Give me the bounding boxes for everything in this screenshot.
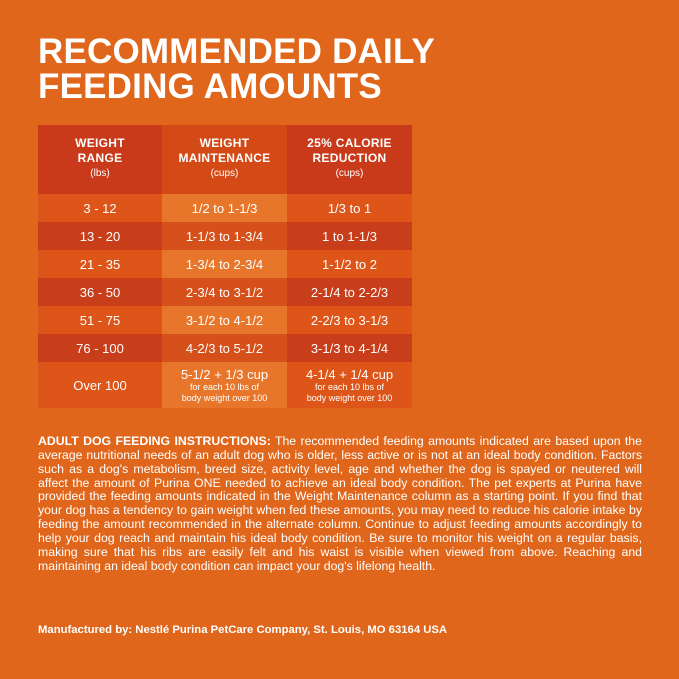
table-row [38, 194, 412, 222]
feeding-instructions [38, 435, 642, 573]
cell-reduction: 1-1/2 to 2 [287, 250, 412, 278]
cell-maintenance: 4-2/3 to 5-1/2 [162, 334, 287, 362]
table-row [38, 250, 412, 278]
cell-reduction: 4-1/4 + 1/4 cup for each 10 lbs of body weight over 100 [287, 362, 412, 408]
cell-range: 3 - 12 [38, 194, 162, 222]
instructions-heading: ADULT DOG FEEDING INSTRUCTIONS: [38, 434, 271, 448]
cell-range: 21 - 35 [38, 250, 162, 278]
title-line-2: FEEDING AMOUNTS [38, 67, 382, 106]
cell-maintenance: 5-1/2 + 1/3 cup for each 10 lbs of body weight over 100 [162, 362, 287, 408]
cell-reduction: 1 to 1-1/3 [287, 222, 412, 250]
header-weight-range: WEIGHT RANGE (lbs) [38, 125, 162, 194]
instructions-body: The recommended feeding amounts indicated are based upon the average nutritional needs of an adult dog who is older, less active or is not at an ideal body condition. Factors such as a dog's metabolism, breed size, activity level, age and whether the dog is spayed or neutered will affect the amount of Purina ONE needed to achieve an ideal body condition. The pet experts at Purina have provided the feeding amounts indicated in the Weight Maintenance column as a starting point. If you find that your dog has a tendency to gain weight when fed these amounts, you may need to reduce his calorie intake by feeding the amount recommended in the alternate column. Continue to adjust feeding amounts accordingly to help your dog reach and maintain his ideal body condition. Be sure to monitor his weight on a regular basis, making sure that his ribs are easily felt and his waist is visible when viewed from above. Reaching and maintaining an ideal body condition can impact your dog's lifelong health. [38, 434, 642, 573]
cell-range: 13 - 20 [38, 222, 162, 250]
cell-maintenance: 3-1/2 to 4-1/2 [162, 306, 287, 334]
table-row [38, 334, 412, 362]
table-row [38, 222, 412, 250]
table-row [38, 306, 412, 334]
table-header-row [38, 125, 412, 194]
cell-range: 51 - 75 [38, 306, 162, 334]
feeding-table [38, 125, 412, 409]
header-calorie-reduction: 25% CALORIE REDUCTION (cups) [287, 125, 412, 194]
cell-maintenance: 1/2 to 1-1/3 [162, 194, 287, 222]
cell-range: 36 - 50 [38, 278, 162, 306]
cell-maintenance: 1-1/3 to 1-3/4 [162, 222, 287, 250]
table-row-over-100 [38, 362, 412, 408]
cell-maintenance: 1-3/4 to 2-3/4 [162, 250, 287, 278]
title-line-1: RECOMMENDED DAILY [38, 32, 435, 71]
cell-maintenance: 2-3/4 to 3-1/2 [162, 278, 287, 306]
cell-reduction: 2-1/4 to 2-2/3 [287, 278, 412, 306]
page-title [38, 34, 435, 104]
cell-reduction: 2-2/3 to 3-1/3 [287, 306, 412, 334]
manufacturer-line: Manufactured by: Nestlé Purina PetCare Company, St. Louis, MO 63164 USA [38, 624, 448, 636]
header-weight-maintenance: WEIGHT MAINTENANCE (cups) [162, 125, 287, 194]
table-row [38, 278, 412, 306]
cell-reduction: 3-1/3 to 4-1/4 [287, 334, 412, 362]
cell-reduction: 1/3 to 1 [287, 194, 412, 222]
cell-range: 76 - 100 [38, 334, 162, 362]
cell-range: Over 100 [38, 362, 162, 408]
